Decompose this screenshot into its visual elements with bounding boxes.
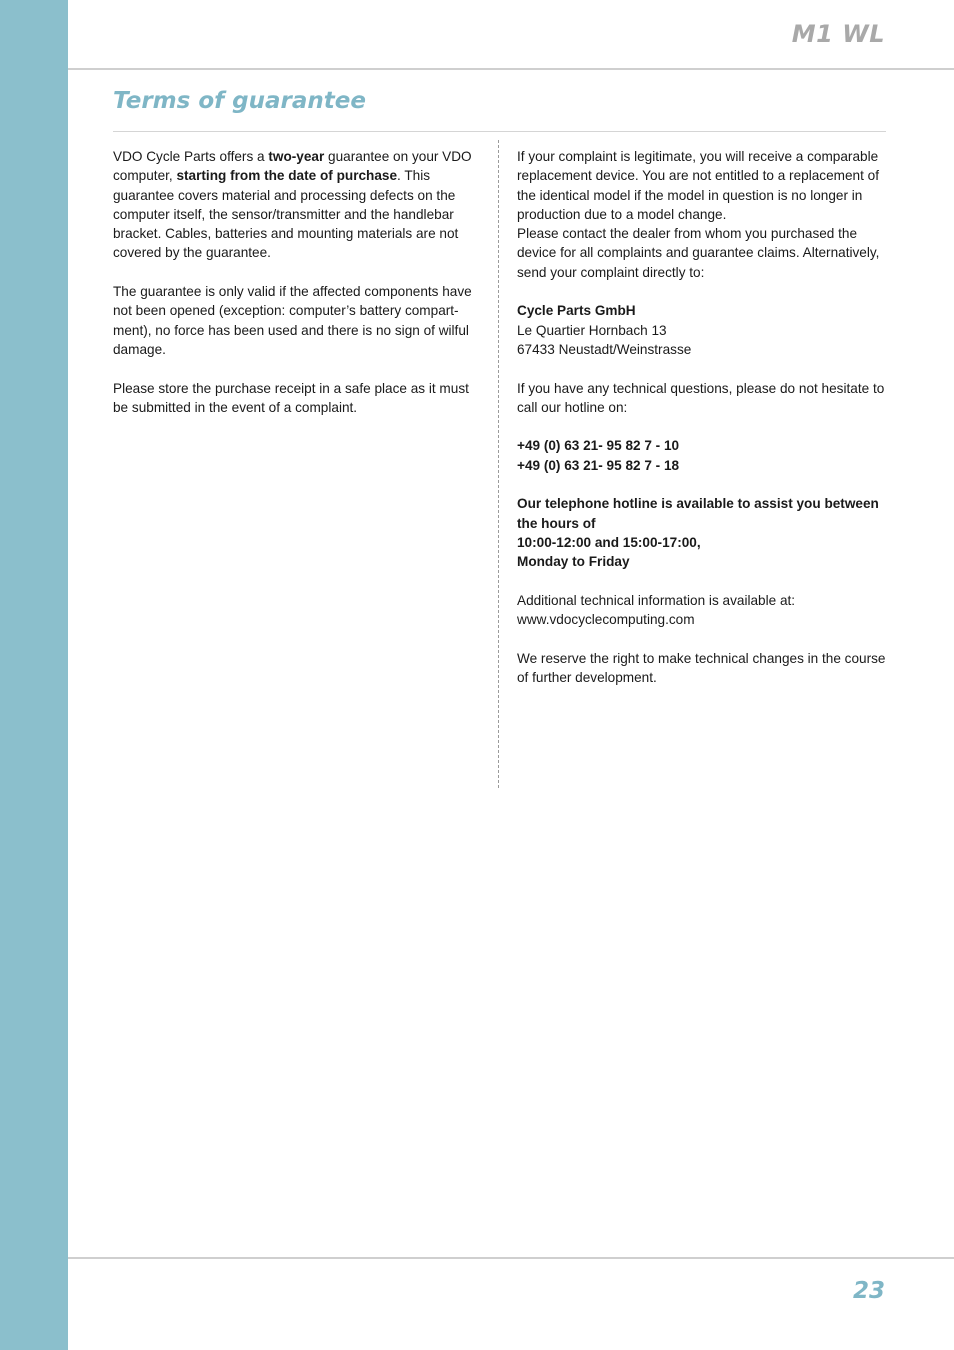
guarantee-paragraph — [113, 147, 478, 263]
guarantee-period: two-year — [268, 149, 325, 164]
phone-number: +49 (0) 63 21- 95 82 7 - 18 — [517, 457, 680, 473]
title-divider — [113, 131, 886, 132]
hotline-hours — [517, 494, 887, 571]
website-link[interactable]: www.vdocyclecomputing.com — [517, 612, 695, 628]
phone-numbers — [517, 436, 887, 475]
complaint-paragraph — [517, 147, 887, 282]
page-number: 23 — [852, 1278, 885, 1304]
side-color-bar — [0, 0, 68, 1350]
address-city: 67433 Neustadt/Weinstrasse — [517, 341, 692, 357]
hours-days: Monday to Friday — [517, 554, 630, 570]
dealer-text: Please contact the dealer from whom you purchased the device for all complaints and guarantee claims. Alternatively, send your complaint directly to: — [517, 226, 880, 280]
header-divider — [68, 68, 954, 70]
phone-number: +49 (0) 63 21- 95 82 7 - 10 — [517, 438, 680, 454]
info-paragraph — [517, 591, 887, 630]
address-street: Le Quartier Hornbach 13 — [517, 322, 667, 338]
left-column — [113, 147, 478, 436]
page-title: Terms of guarantee — [113, 88, 366, 114]
company-name: Cycle Parts GmbH — [517, 303, 636, 319]
info-label: Additional technical information is available at: — [517, 592, 796, 608]
right-column — [517, 147, 887, 707]
guarantee-text-3: . This guarantee covers material and processing defects on the computer itself, the sensor/transmitter and the handlebar bracket. Cables, batteries and mounting materials are not covered by the guarantee. — [113, 168, 459, 261]
column-divider — [498, 140, 499, 788]
footer-divider — [68, 1257, 954, 1259]
guarantee-text-2: guarantee on your VDO computer, — [113, 149, 472, 184]
replacement-text: If your complaint is legitimate, you will receive a comparable replacement device. You are not entitled to a replacement of the identical model if the model in question is no longer in production due to a model change. — [517, 149, 879, 222]
address-block — [517, 301, 887, 359]
receipt-paragraph: Please store the purchase receipt in a safe place as it must be submitted in the event of a complaint. — [113, 380, 469, 415]
guarantee-text-1: VDO Cycle Parts offers a — [113, 149, 269, 164]
hours-times: 10:00-12:00 and 15:00-17:00, — [517, 534, 701, 550]
hotline-intro: If you have any technical questions, please do not hesitate to call our hotline on: — [517, 380, 885, 415]
model-name: M1 WL — [791, 20, 885, 48]
validity-paragraph: The guarantee is only valid if the affected components have not been opened (exception: computer’s battery compart-ment), no force has been used and there is no sign of wilful damage. — [113, 284, 472, 357]
guarantee-start: starting from the date of purchase — [176, 168, 398, 184]
disclaimer-paragraph: We reserve the right to make technical changes in the course of further development. — [517, 650, 886, 686]
hours-text: Our telephone hotline is available to assist you between the hours of — [517, 496, 879, 531]
